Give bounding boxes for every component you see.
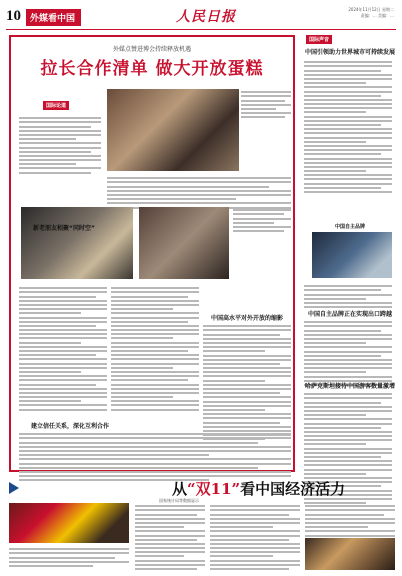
banner-title <box>172 478 345 499</box>
right-headline-4: 哈萨克斯坦接待中国游客数量激增 <box>304 383 395 390</box>
right-body-1 <box>304 59 392 195</box>
bottom-photo-left <box>9 503 129 543</box>
newspaper-logo: 人民日报 <box>176 9 236 25</box>
right-body-3 <box>304 319 392 388</box>
right-column <box>300 35 396 472</box>
subhead-3: 建立信任关系，深化互利合作 <box>31 423 110 430</box>
banner-note: 国家统计局等数据显示 <box>159 498 199 503</box>
bottom-body-2 <box>210 503 300 572</box>
right-body-2 <box>304 283 392 310</box>
body-text-upper <box>107 175 291 211</box>
bottom-left-caption <box>9 546 129 569</box>
main-photo-caption <box>241 89 291 121</box>
main-photo <box>107 89 239 171</box>
photo-caption <box>233 207 291 234</box>
body-column-1 <box>19 285 107 413</box>
feature-article <box>9 35 295 472</box>
masthead <box>0 0 402 30</box>
right-column-tag: 国际声音 <box>306 35 332 44</box>
column-tag: 国际论道 <box>43 101 69 110</box>
edition-text: 责编：… 美编：… <box>360 13 394 18</box>
bottom-banner <box>9 476 396 503</box>
banner-title-prefix: 从 <box>172 480 188 498</box>
date-text: 2024年11月12日 星期二 <box>348 7 394 12</box>
bottom-photo-right <box>305 538 395 570</box>
header-rule <box>6 29 396 30</box>
body-column-3 <box>203 323 291 442</box>
secondary-photo <box>21 207 133 279</box>
right-headline-1: 中国引领助力世界城市可持续发展 <box>304 49 395 56</box>
subhead-1: 新老朋友相聚“同时空” <box>33 225 95 232</box>
banner-title-quote: “双11” <box>187 480 241 498</box>
page-number: 10 <box>6 8 21 24</box>
dateline <box>348 7 394 19</box>
article-kicker: 外媒点赞进博会持续释放机遇 <box>112 46 191 53</box>
banner-arrow-icon <box>9 482 19 494</box>
right-headline-2: 中国自主品牌 <box>334 224 365 230</box>
right-headline-3: 中国自主品牌正在实现出口跨越 <box>307 311 392 318</box>
lead-paragraph <box>19 115 101 176</box>
section-tag: 外媒看中国 <box>26 9 81 26</box>
bottom-body-1 <box>135 503 205 572</box>
body-column-2 <box>111 285 199 413</box>
banner-title-suffix: 看中国经济活力 <box>240 480 346 498</box>
right-photo <box>312 232 392 278</box>
article-headline: 拉长合作清单 做大开放蛋糕 <box>40 59 264 79</box>
third-photo <box>139 207 229 279</box>
subhead-2: 中国高水平对外开放的缩影 <box>211 315 284 322</box>
